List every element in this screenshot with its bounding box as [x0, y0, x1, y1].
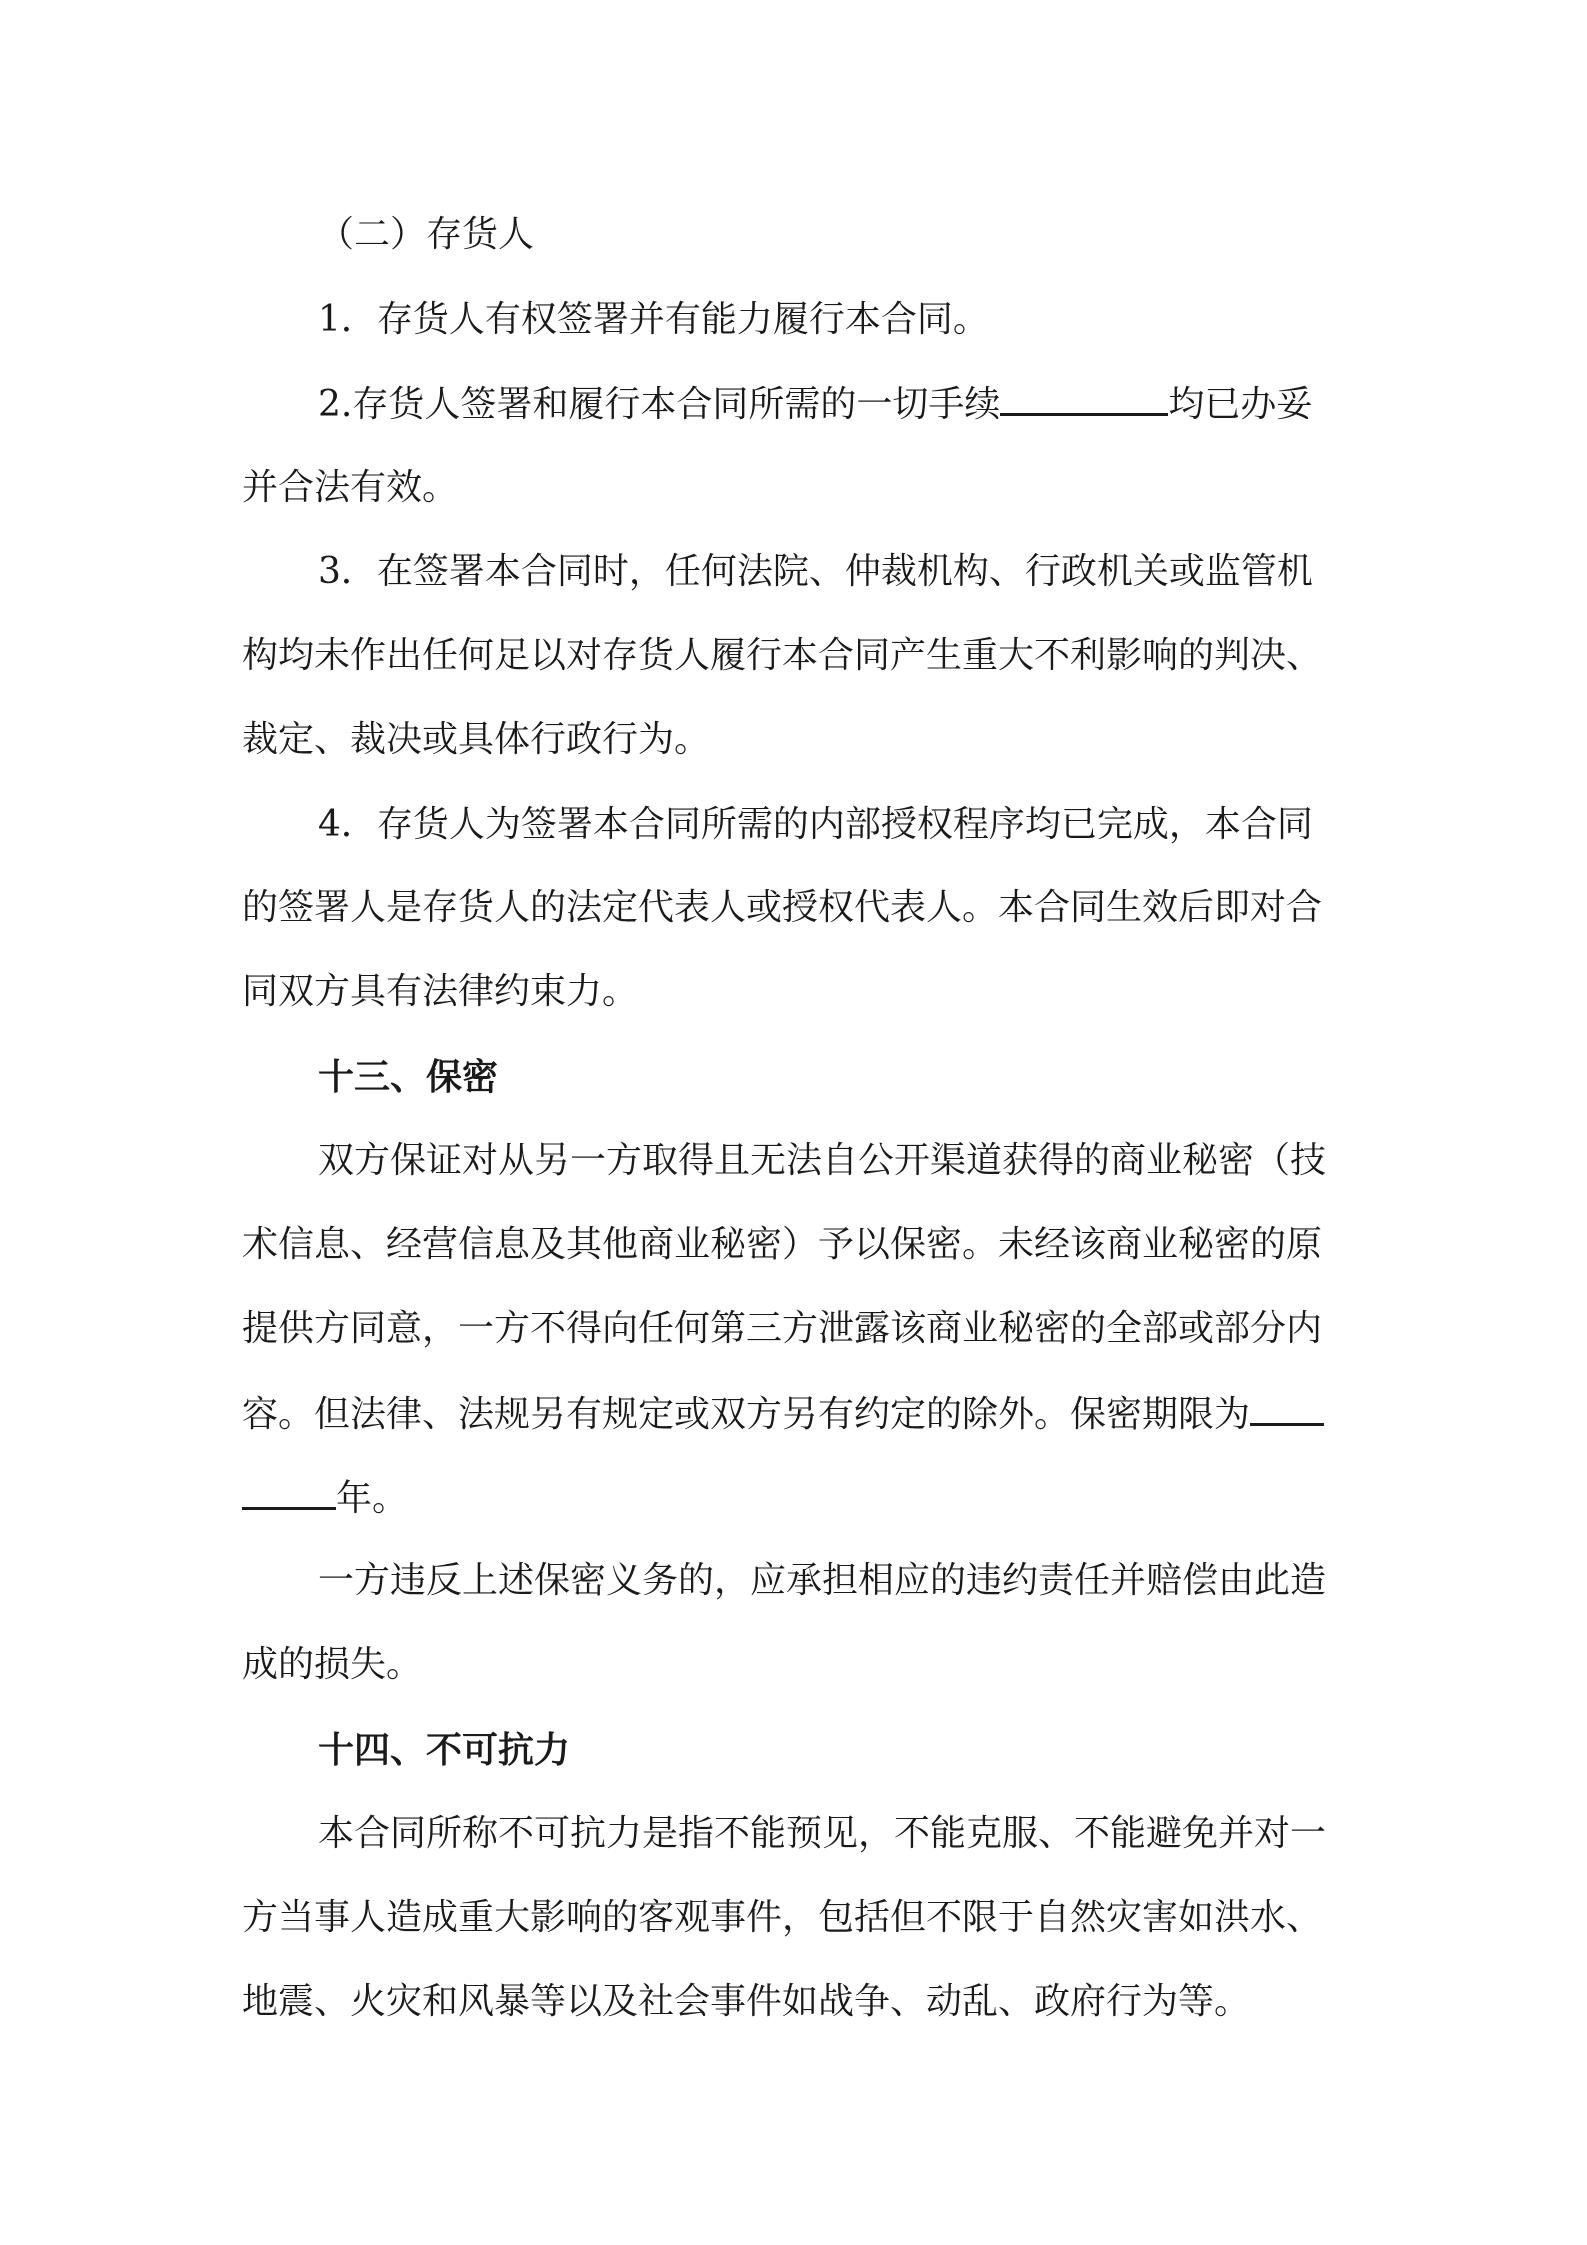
- section-14-p1-line-3: 地震、火灾和风暴等以及社会事件如战争、动乱、政府行为等。: [242, 1981, 1251, 2022]
- blank-confidentiality-period-part-1[interactable]: [1250, 1383, 1324, 1426]
- section-13-p1-line-3: 提供方同意，一方不得向任何第三方泄露该商业秘密的全部或部分内: [242, 1308, 1323, 1349]
- section-14-p1-line-2: 方当事人造成重大影响的客观事件，包括但不限于自然灾害如洪水、: [242, 1897, 1323, 1938]
- section-13-p1-line-5: 年。: [0, 1467, 1587, 1527]
- section-13-p2-line-2: 成的损失。: [242, 1644, 423, 1685]
- section-13-p1-line-1: 双方保证对从另一方取得且无法自公开渠道获得的商业秘密（技: [318, 1140, 1327, 1181]
- item-2: 2.存货人签署和履行本合同所需的一切手续 均已办妥: [0, 373, 1587, 433]
- item-3-line-2: 构均未作出任何足以对存货人履行本合同产生重大不利影响的判决、: [242, 635, 1323, 676]
- subsection-title: （二）存货人: [318, 214, 535, 255]
- item-3-line-3: 裁定、裁决或具体行政行为。: [242, 719, 711, 760]
- section-14-title: 十四、不可抗力: [318, 1729, 571, 1771]
- item-2-continued: 并合法有效。: [242, 467, 459, 508]
- section-13-p1-line-2: 术信息、经营信息及其他商业秘密）予以保密。未经该商业秘密的原: [242, 1224, 1323, 1265]
- item-4-line-1: 4．存货人为签署本合同所需的内部授权程序均已完成，本合同: [318, 804, 1313, 845]
- section-13-p1-line-4: 容。但法律、法规另有规定或双方另有约定的除外。保密期限为: [0, 1383, 1587, 1443]
- item-3-line-1: 3．在签署本合同时，任何法院、仲裁机构、行政机关或监管机: [318, 551, 1313, 592]
- item-4-line-2: 的签署人是存货人的法定代表人或授权代表人。本合同生效后即对合: [242, 887, 1323, 928]
- section-13-p2-line-1: 一方违反上述保密义务的，应承担相应的违约责任并赔偿由此造: [318, 1560, 1327, 1601]
- blank-procedures[interactable]: [1000, 373, 1168, 416]
- item-4-line-3: 同双方具有法律约束力。: [242, 971, 639, 1012]
- blank-confidentiality-period-part-2[interactable]: [242, 1467, 336, 1510]
- section-14-p1-line-1: 本合同所称不可抗力是指不能预见，不能克服、不能避免并对一: [318, 1813, 1327, 1854]
- item-1: 1．存货人有权签署并有能力履行本合同。: [318, 299, 989, 340]
- section-13-title: 十三、保密: [318, 1056, 499, 1098]
